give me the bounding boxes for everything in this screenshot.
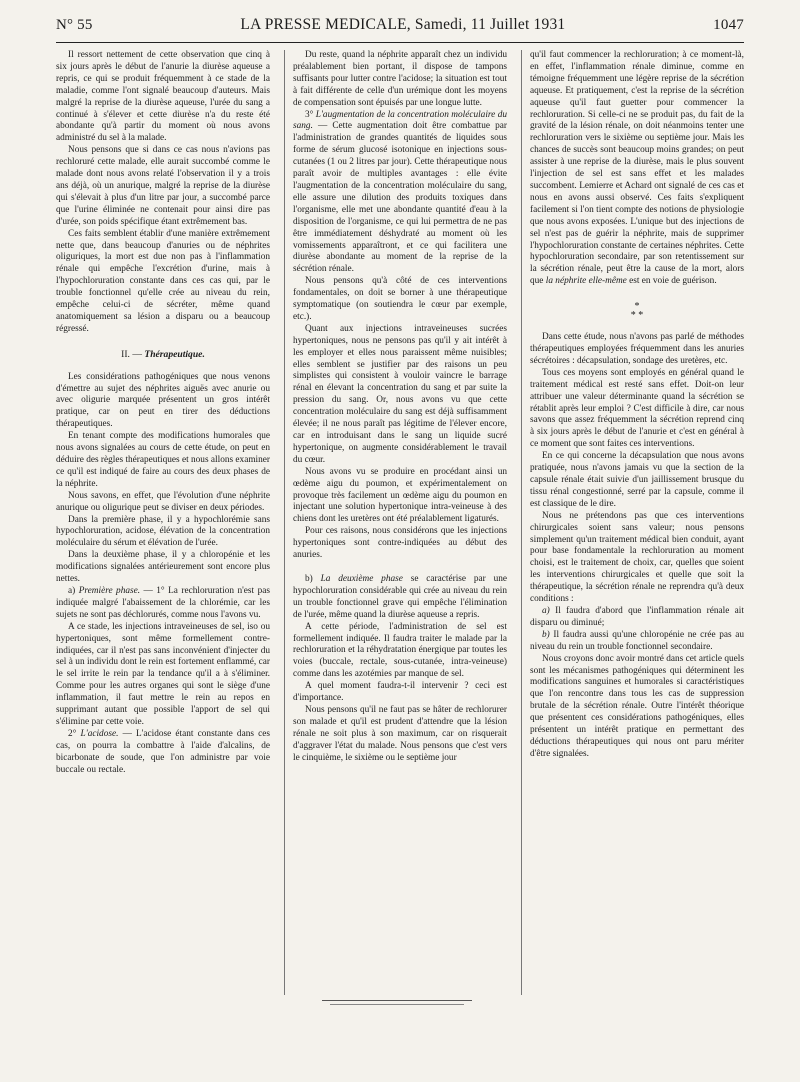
paragraph-text: — 1° La rechloruration n'est pas indiquée malgré l'abaissement de la chlorémie, car les sujets ne sont pas déchlorurés, comme nous l'avons vu. xyxy=(56,585,270,620)
paragraph: A ce stade, les injections intraveineuses de sel, iso ou hypertoniques, sont même formellement contre-indiquées, car il n'est pas sans inconvénient d'injecter du sel à un individu dont le rein est fortement enflammé, car le sel irrite le rein par la tendance qu'il a à s'éliminer. Comme pour les autres organes qui sont le siège d'une inflammation, il faut mettre le rein au repos en supprimant autant que possible l'apport de sel qui s'élimine par cette voie. xyxy=(56,621,270,727)
column-2 xyxy=(284,50,507,995)
subheading-italic: La deuxième phase xyxy=(320,573,403,584)
page-header xyxy=(56,16,744,43)
paragraph: Ces faits semblent établir d'une manière extrêmement nette que, dans beaucoup d'anuries ou de néphrites oliguriques, la mort est due non pas à l'inflammation rénale qui empêche l'excrétion d'urine, mais à l'hypochloruration constante dans ces cas qui, par le trouble fonctionnel qu'elle crée au niveau du rein, empêche celui-ci de sécréter, même quand anatomiquement sa lésion a disparu ou a beaucoup régressé. xyxy=(56,228,270,334)
list-marker: b) xyxy=(305,573,321,584)
paragraph: Du reste, quand la néphrite apparaît chez un individu préalablement bien portant, il dispose de tampons suffisants pour lutter contre l'acidose; la situation est tout à fait différente de celle d'un urémique dont les moyens de compensation sont épuisés par une longue lutte. xyxy=(293,50,507,108)
paragraph xyxy=(293,110,507,277)
column-1 xyxy=(56,50,270,995)
paragraph: Dans la deuxième phase, il y a chloropénie et les modifications signalées antérieurement sont encore plus nettes. xyxy=(56,550,270,585)
journal-title: LA PRESSE MEDICALE, Samedi, 11 Juillet 1931 xyxy=(240,16,566,33)
paragraph: Nous savons, en effet, que l'évolution d'une néphrite anurique ou oligurique peut se diviser en deux périodes. xyxy=(56,490,270,513)
section-prefix: II. — xyxy=(121,348,145,360)
list-marker: a) xyxy=(542,605,556,616)
paragraph: Tous ces moyens sont employés en général quand le traitement médical est resté sans effet. Doit-on leur attribuer une valeur déterminante quand la sécrétion se rétablit après leur emploi ? C'est difficile à dire, car nous savons que assez fréquemment la sécrétion reprend cinq à six jours après le début de l'anurie et c'est en général à ce moment que sont faites ces interventions. xyxy=(530,367,744,450)
asterisk-top: * xyxy=(634,301,640,313)
paragraph: En tenant compte des modifications humorales que nous avons signalées au cours de cette étude, on peut en déduire des règles thérapeutiques et nous allons examiner ce qu'il est indiqué de faire au cours des deux phases de la néphrite. xyxy=(56,431,270,489)
subheading-italic: L'acidose. xyxy=(80,728,119,739)
paragraph xyxy=(530,630,744,654)
column-3 xyxy=(521,50,744,995)
paragraph-text: — L'acidose étant constante dans ces cas, on pourra la combattre à l'aide d'alcalins, de bicarbonate de soude, que l'on administre par voie buccale ou rectale. xyxy=(56,728,270,775)
page-number: 1047 xyxy=(713,17,744,33)
paragraph: Dans cette étude, nous n'avons pas parlé de méthodes thérapeutiques employées fréquemment dans les anuries sécrétoires : décapsulation, sondage des uretères, etc. xyxy=(530,332,744,366)
paragraph: Dans la première phase, il y a hypochlorémie sans hypochloruration, acidose, élévation de la concentration moléculaire du sérum et élévation de l'urée. xyxy=(56,514,270,549)
paragraph: Nous pensons que si dans ce cas nous n'avions pas rechloruré cette malade, elle aurait succombé comme le malade dont nous avons relaté l'observation il y a trois ans déjà, où un anurique, malgré la reprise de la diurèse qui s'élevait à plus d'un litre par jour, a succombé parce que l'urine éliminée ne contenait pour ainsi dire pas d'urée, son poids spécifique étant extrêmement bas. xyxy=(56,145,270,227)
paragraph: Nous ne prétendons pas que ces interventions chirurgicales soient sans valeur; nous pensons simplement qu'un traitement médical bien conduit, ayant pour base fondamentale la rechloruration au moment choisi, est le traitement de choix, car, quelles que soient les interventions chirurgicales et quelle que soit la thérapeutique, la sécrétion rénale ne reprendra qu'à deux conditions : xyxy=(530,510,744,605)
section-separator xyxy=(530,302,744,320)
list-marker: 2° xyxy=(68,728,81,739)
paragraph: A quel moment faudra-t-il intervenir ? ceci est d'importance. xyxy=(293,681,507,704)
paragraph-text: Il faudra d'abord que l'inflammation rénale ait disparu ou diminué; xyxy=(530,605,744,628)
paragraph xyxy=(56,729,270,777)
subheading-italic: L'augmentation de la concentration moléculaire du sang. xyxy=(293,109,507,132)
list-marker: 3° xyxy=(305,109,316,120)
subheading-italic: Première phase. xyxy=(78,585,141,596)
asterisk-bottom: * * xyxy=(630,310,644,322)
paragraph-text: est en voie de guérison. xyxy=(626,276,717,287)
paragraph xyxy=(293,574,507,622)
paragraph: Il ressort nettement de cette observation que cinq à six jours après le début de l'anurie la diurèse aqueuse a repris, ce qui se produit fréquemment à ce stade de la maladie, comme l'ont signalé beaucoup d'auteurs. Mais malgré la reprise de la diurèse aqueuse, l'urée du sang a continué à s'élever et cette diurèse n'a du reste été abondante qu'à partir du moment où nous avons administré du sel à la malade. xyxy=(56,50,270,144)
section-title: Thérapeutique. xyxy=(144,348,205,360)
paragraph xyxy=(530,50,744,288)
paragraph: Pour ces raisons, nous considérons que les injections hypertoniques sont contre-indiquées au début des anuries. xyxy=(293,526,507,561)
paragraph-text: se caractérise par une hypochloruration considérable qui crée au niveau du rein un trouble fonctionnel grave qui empêche l'élimination de l'urée, même quand la diurèse aqueuse a repris. xyxy=(293,573,507,620)
list-marker: b) xyxy=(542,629,554,640)
paragraph-text: qu'il faut commencer la rechloruration; à ce moment-là, en effet, l'inflammation rénale diminue, comme en témoigne fréquemment une légère reprise de la sécrétion aqueuse. Et pratiquement, c'est la reprise de la sécrétion aqueuse qu'il faut guetter pour commencer la rechloruration. Si celle-ci ne se produit pas, du fait de la gravité de la lésion rénale, on doit néanmoins tenter une rechloruration vers le sixième ou septième jour. Mais les chances de succès sont beaucoup moins grandes; on peut assister à une reprise de la diurèse, mais le plus souvent l'injection de sel est sans effet et les malades succombent. Lemierre et Achard ont signalé de ces cas et nous en avons aussi observé. Ces faits s'expliquent facilement si l'on tient compte des notions de physiologie que nous avons exposées. L'unique but des injections de sel n'est pas de guérir la néphrite, mais de supprimer l'hypochloruration constante de certaines néphrites. Cette hypochloruration secondaire, par son retentissement sur la sécrétion rénale, peut être la cause de la mort, alors que xyxy=(530,50,744,287)
section-heading xyxy=(56,349,270,361)
paragraph xyxy=(530,606,744,630)
paragraph: Nous pensons qu'il ne faut pas se hâter de rechlorurer son malade et qu'il est prudent d'attendre que la lésion rénale ne soit plus à son maximum, car on risquerait d'aggraver l'état du malade. Nous pensons que c'est vers le cinquième, le sixième ou le septième jour xyxy=(293,704,507,763)
paragraph-text: — Cette augmentation doit être combattue par l'administration de grandes quantités de liquides sous forme de sérum glucosé isotonique en injections sous-cutanées (1 ou 2 litres par jour). Cette thérapeutique nous paraît avoir de multiples avantages : elle évite l'augmentation de la concentration moléculaire du sang, elle assure une dilution des produits toxiques dans l'organisme, elle met une abondante quantité d'eau à la disposition de l'organisme, ce qui lui permettra de ne pas être immédiatement déshydraté au moment où les vomissements apparaîtront, et ce qui facilitera une diurèse abondante au moment de la reprise de la sécrétion rénale. xyxy=(293,121,507,275)
issue-number: N° 55 xyxy=(56,17,93,33)
paragraph: Nous avons vu se produire en procédant ainsi un œdème aigu du poumon, et expérimentalement on provoque très facilement un œdème aigu du poumon en injectant une solution hypertonique intra-veineuse à des chiens dont les uretères ont été préalablement ligaturés. xyxy=(293,466,507,525)
paragraph: En ce qui concerne la décapsulation que nous avons pratiquée, nous n'avons jamais vu que la section de la capsule rénale était suivie d'un jaillissement brusque du tissu rénal congestionné, serré par la capsule, comme il est classique de le dire. xyxy=(530,451,744,509)
footer-rule xyxy=(322,1000,472,1001)
paragraph: Les considérations pathogéniques que nous venons d'émettre au sujet des néphrites aiguës avec anurie ou avec oligurie marquée présentent un gros intérêt pratique, car on peut en tirer des déductions thérapeutiques. xyxy=(56,371,270,430)
paragraph: Quant aux injections intraveineuses sucrées hypertoniques, nous ne pensons pas qu'il y ait intérêt à les employer et elles nous paraissent même nuisibles; elles semblent se justifier par des raisons un peu simplistes qui consistent à vouloir vaincre le barrage rénal en élevant la concentration du sang et par suite la pression du sang. Or, nous avons vu que cette concentration moléculaire du sang est déjà suffisamment élevée; il ne nous paraît pas légitime de l'élever encore, car en introduisant dans le sang un liquide sucré hypertonique, on augmente considérablement le travail du cœur. xyxy=(293,323,507,465)
paragraph-text: Il faudra aussi qu'une chloropénie ne crée pas au niveau du rein un trouble fonctionnel secondaire. xyxy=(530,629,744,652)
paragraph: Nous croyons donc avoir montré dans cet article quels sont les mécanismes pathogéniques qui déterminent les modifications sanguines et humorales si caractéristiques que l'on rencontre dans tous les cas de suppression brutale de la sécrétion rénale. Outre l'intérêt théorique que présentent ces considérations pathogéniques, elles présentent un intérêt pratique en permettant des déductions thérapeutiques qui nous ont paru mériter d'être signalées. xyxy=(530,653,744,759)
paragraph: Nous pensons qu'à côté de ces interventions fondamentales, on doit se borner à une thérapeutique symptomatique (on soutiendra le cœur par exemple, etc.). xyxy=(293,276,507,322)
emphasis-italic: la néphrite elle-même xyxy=(545,276,627,287)
article-body xyxy=(56,50,744,995)
paragraph: A cette période, l'administration de sel est formellement indiquée. Il faudra traiter le malade par la rechloruration et la réhydratation énergique par toutes les voies (buccale, rectale, sous-cutanée, intra-veineuse) comme dans les azotémies par manque de sel. xyxy=(293,621,507,680)
paragraph xyxy=(56,586,270,622)
list-marker: a) xyxy=(68,585,79,596)
footer-rule-secondary xyxy=(330,1004,464,1005)
